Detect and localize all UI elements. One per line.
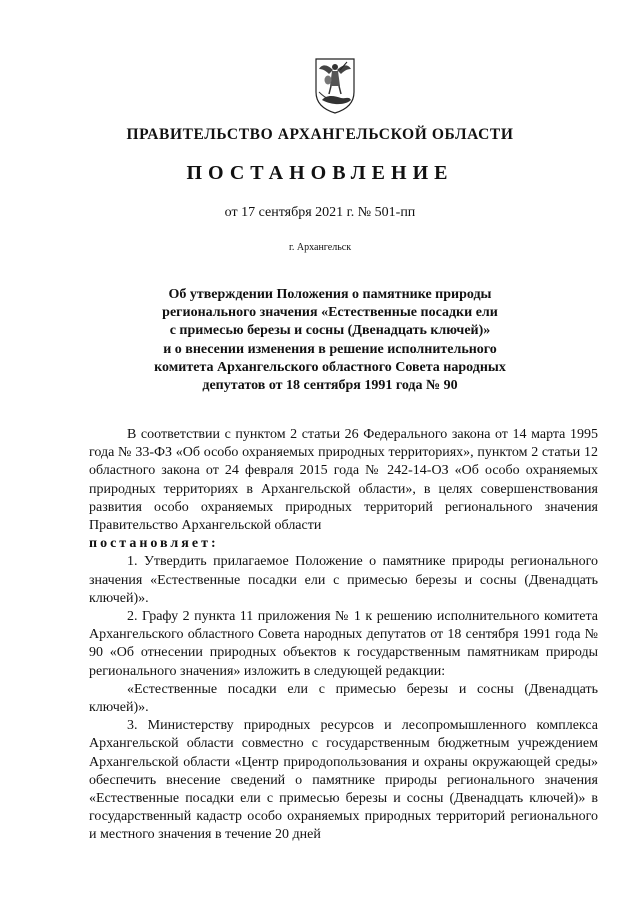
- clause-2-quote: «Естественные посадки ели с примесью березы и сосны (Двенадцать ключей)».: [89, 681, 598, 716]
- intro-paragraph: В соответствии с пунктом 2 статьи 26 Федерального закона от 14 марта 1995 года № 33-ФЗ «Об особо охраняемых природных территориях», пунктом 2 статьи 12 областного закона от 24 февраля 2015 года № 242-14-ОЗ «Об особо охраняемых природных территориях в Архангельской области», в целях совершенствования развития особо охраняемых природных территорий регионального значения Правительство Архангельской области: [89, 427, 598, 534]
- clause-2: 2. Графу 2 пункта 11 приложения № 1 к решению исполнительного комитета Архангельского областного Совета народных депутатов от 18 сентября 1991 года № 90 «Об отнесении природных объектов к государственным памятникам природы регионального значения» изложить в следующей редакции:: [89, 609, 598, 679]
- clause-1: 1. Утвердить прилагаемое Положение о памятнике природы регионального значения «Естественные посадки ели с примесью березы и сосны (Двенадцать ключей)».: [89, 554, 598, 606]
- title-line: депутатов от 18 сентября 1991 года № 90: [202, 378, 458, 394]
- coat-of-arms-archangel-icon: [313, 56, 357, 114]
- clause-3: 3. Министерству природных ресурсов и лесопромышленного комплекса Архангельской области совместно с государственным бюджетным учреждением Архангельской области «Центр природопользования и охраны окружающей среды» обеспечить внесение сведений о памятнике природы регионального значения «Естественные посадки ели с примесью березы и сосны (Двенадцать ключей)» в государственный кадастр особо охраняемых природных территорий регионального и местного значения в течение 20 дней: [89, 718, 598, 843]
- title-line: с примесью березы и сосны (Двенадцать ключей)»: [169, 323, 491, 339]
- title-line: и о внесении изменения в решение исполнительного: [163, 341, 497, 357]
- document-title: [100, 286, 560, 395]
- title-line: Об утверждении Положения о памятнике природы: [168, 287, 492, 302]
- document-type: ПОСТАНОВЛЕНИЕ: [186, 162, 454, 184]
- title-line: регионального значения «Естественные посадки ели: [162, 305, 498, 321]
- document-date-number: от 17 сентября 2021 г. № 501-пп: [224, 205, 416, 220]
- title-line: комитета Архангельского областного Совета народных: [154, 359, 506, 375]
- document-body: [89, 426, 598, 845]
- organization-name: ПРАВИТЕЛЬСТВО АРХАНГЕЛЬСКОЙ ОБЛАСТИ: [126, 126, 514, 143]
- resolve-word: постановляет:: [89, 536, 219, 552]
- document-city: г. Архангельск: [288, 242, 352, 253]
